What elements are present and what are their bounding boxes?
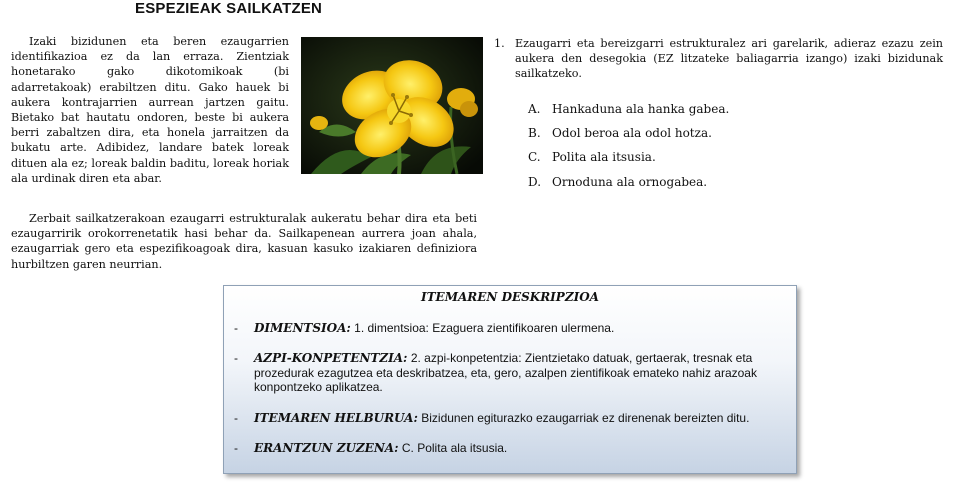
option-text: Odol beroa ala odol hotza. [552,126,712,140]
list-dash: - [234,441,238,455]
item-description-title: ITEMAREN DESKRIPZIOA [421,290,599,304]
option-letter: B. [528,126,541,140]
subcompetence-value: 2. azpi-konpetentzia: Zientzietako datuak, gertaerak, tresnak eta prozedurak ezagutzea eta deskribatzea, eta, gero, azalpen zientifikoak emateko nahiz arazoak konpontzeko aplikatzea. [254,351,757,394]
list-dash: - [234,351,238,365]
page-title: ESPEZIEAK SAILKATZEN [135,0,323,17]
dimension-value: 1. dimentsioa: Ezaguera zientifikoaren ulermena. [350,321,615,335]
subcompetence-label: AZPI-KONPETENTZIA [254,351,404,365]
question-text: Ezaugarri eta bereizgarri estrukturalez ari garelarik, adieraz ezazu zein aukera den desegokia (EZ litzateke baliagarria izango) izaki bizidunak sailkatzeko. [515,37,943,81]
intro-paragraph-2: Zerbait sailkatzerakoan ezaugarri estrukturalak aukeratu behar dira eta beti ezaugarririk orokorrenetatik hasi behar da. Sailkapenean aurrera joan ahala, ezaugarriak gero eta espezifikoagoak dira, kasuan kasuko izakiaren definiziora hurbiltzen garen neurrian. [11,212,477,271]
yellow-flower-image [301,37,483,174]
option-text: Ornoduna ala ornogabea. [552,175,708,189]
option-b[interactable] [528,125,928,141]
label-separator: : [403,351,408,365]
question-number: 1. [494,37,505,50]
option-d[interactable] [528,174,928,190]
correct-answer-label: ERANTZUN ZUZENA [254,441,395,455]
intro-paragraph-1: Izaki bizidunen eta beren ezaugarrien identifikazioa ez da lan erraza. Zientziak honetarako gako dikotomikoak (bi adarretakoak) erabiltzen ditu. Gako hauek bi aukera kontrajarrien aurrean jartzen gaitu. Bietako bat hautatu ondoren, beste bi aukera berri zabaltzen dira, eta honela jarraitzen da bukatu arte. Adibidez, landare batek loreak dituen ala ez; loreak baldin baditu, loreak horiak ala urdinak diren eta abar. [11,35,289,185]
option-a[interactable] [528,101,928,117]
option-letter: C. [528,150,541,164]
option-text: Polita ala itsusia. [552,150,656,164]
label-separator: : [394,441,399,455]
item-description-box [223,285,797,474]
label-separator: : [346,321,351,335]
correct-answer-value: C. Polita ala itsusia. [398,441,508,455]
option-c[interactable] [528,149,928,165]
option-letter: A. [528,102,541,116]
flower-photo [301,37,483,174]
list-dash: - [234,321,238,335]
list-dash: - [234,411,238,425]
option-letter: D. [528,175,542,189]
label-separator: : [413,411,418,425]
option-text: Hankaduna ala hanka gabea. [552,102,730,116]
dimension-label: DIMENTSIOA [254,321,347,335]
objective-label: ITEMAREN HELBURUA [254,411,414,425]
objective-value: Bizidunen egiturazko ezaugarriak ez direnenak bereizten ditu. [417,411,750,425]
